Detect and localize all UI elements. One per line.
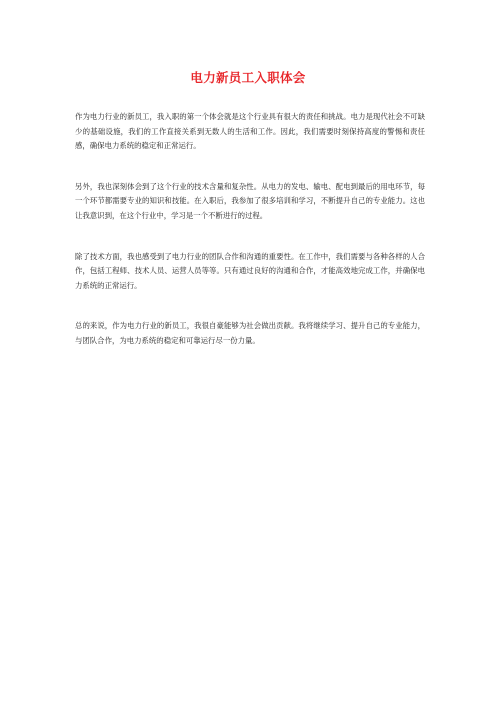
paragraph-2: 另外，我也深刻体会到了这个行业的技术含量和复杂性。从电力的发电、输电、配电到最后的用电环节，每一个环节都需要专业的知识和技能。在入职后，我参加了很多培训和学习，不断提升自己的专业能力。这也让我意识到，在这个行业中，学习是一个不断进行的过程。 — [75, 181, 425, 220]
document-body — [75, 110, 425, 375]
paragraph-4: 总的来说，作为电力行业的新员工，我很自豪能够为社会做出贡献。我将继续学习、提升自己的专业能力，与团队合作，为电力系统的稳定和可靠运行尽一份力量。 — [75, 321, 425, 345]
document-title: 电力新员工入职体会 — [190, 70, 306, 85]
paragraph-1: 作为电力行业的新员工，我入职的第一个体会就是这个行业具有很大的责任和挑战。电力是现代社会不可缺少的基础设施，我们的工作直接关系到无数人的生活和工作。因此，我们需要时刻保持高度的警惕和责任感，确保电力系统的稳定和正常运行。 — [75, 112, 425, 151]
paragraph-3: 除了技术方面，我也感受到了电力行业的团队合作和沟通的重要性。在工作中，我们需要与各种各样的人合作，包括工程师、技术人员、运营人员等等。只有通过良好的沟通和合作，才能高效地完成工作，并确保电力系统的正常运行。 — [75, 251, 425, 290]
